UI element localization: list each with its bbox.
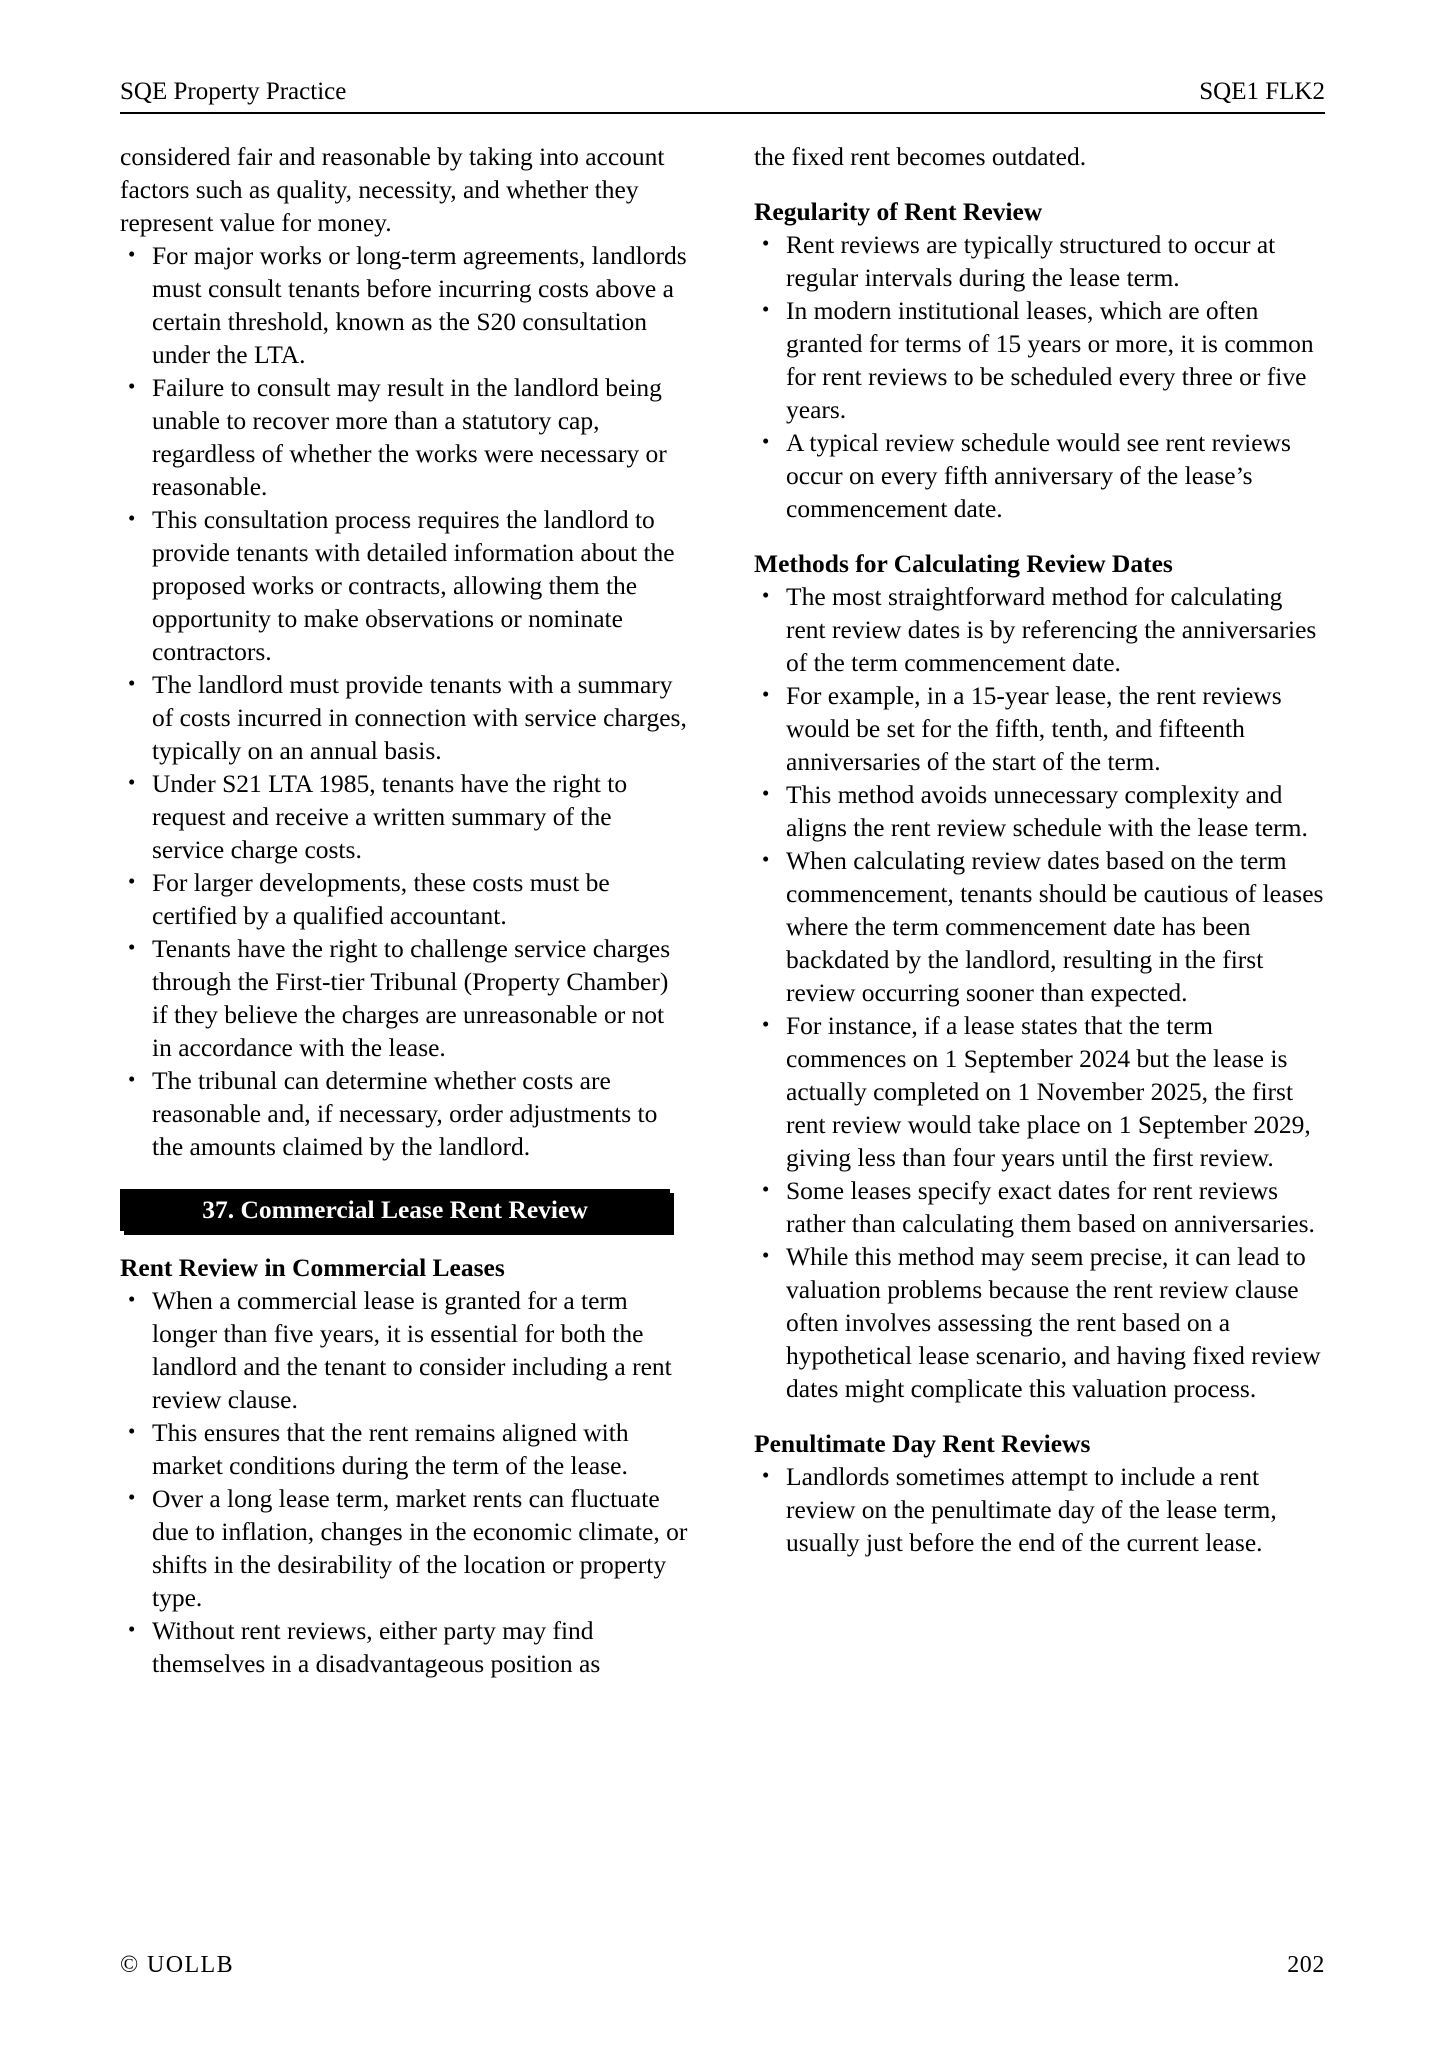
subsection-heading-penultimate: Penultimate Day Rent Reviews: [754, 1429, 1091, 1458]
list-item: • Under S21 LTA 1985, tenants have the right to request and receive a written summary of the service charge costs.: [120, 767, 690, 866]
rent-review-bullet-list: [120, 1284, 690, 1680]
left-column: [120, 140, 690, 1680]
header-left-title: SQE Property Practice: [120, 78, 347, 105]
list-item: • For example, in a 15-year lease, the rent reviews would be set for the fifth, tenth, and fifteenth anniversaries of the start of the term.: [754, 679, 1324, 778]
continued-paragraph: the fixed rent becomes outdated.: [754, 142, 1087, 171]
list-item: • The most straightforward method for calculating rent review dates is by referencing the anniversaries of the term commencement date.: [754, 580, 1324, 679]
page-number: 202: [1287, 1952, 1325, 1978]
two-column-body: [120, 140, 1325, 1680]
list-item: • Landlords sometimes attempt to include a rent review on the penultimate day of the lease term, usually just before the end of the current lease.: [754, 1460, 1324, 1559]
list-item: • This method avoids unnecessary complexity and aligns the rent review schedule with the lease term.: [754, 778, 1324, 844]
list-item: • Rent reviews are typically structured to occur at regular intervals during the lease term.: [754, 228, 1324, 294]
continued-paragraph: considered fair and reasonable by taking into account factors such as quality, necessity, and whether they represent value for money.: [120, 142, 665, 237]
list-item: • Over a long lease term, market rents can fluctuate due to inflation, changes in the economic climate, or shifts in the desirability of the location or property type.: [120, 1482, 690, 1614]
list-item: • This consultation process requires the landlord to provide tenants with detailed information about the proposed works or contracts, allowing them the opportunity to make observations or nominate contractors.: [120, 503, 690, 668]
list-item: • When calculating review dates based on the term commencement, tenants should be cautious of leases where the term commencement date has been backdated by the landlord, resulting in the first review occurring sooner than expected.: [754, 844, 1324, 1009]
subsection-heading-methods: Methods for Calculating Review Dates: [754, 549, 1173, 578]
penultimate-bullet-list: [754, 1460, 1324, 1559]
list-item: • When a commercial lease is granted for a term longer than five years, it is essential for both the landlord and the tenant to consider including a rent review clause.: [120, 1284, 690, 1416]
service-charge-bullet-list: [120, 239, 690, 1163]
header-right-title: SQE1 FLK2: [1199, 78, 1325, 105]
section-banner: 37. Commercial Lease Rent Review: [120, 1189, 670, 1231]
list-item: • While this method may seem precise, it can lead to valuation problems because the rent review clause often involves assessing the rent based on a hypothetical lease scenario, and having fixed review dates might complicate this valuation process.: [754, 1240, 1324, 1405]
list-item: • The tribunal can determine whether costs are reasonable and, if necessary, order adjustments to the amounts claimed by the landlord.: [120, 1064, 690, 1163]
header-divider: [120, 112, 1325, 114]
list-item: • A typical review schedule would see rent reviews occur on every fifth anniversary of the lease’s commencement date.: [754, 426, 1324, 525]
list-item: • For instance, if a lease states that the term commences on 1 September 2024 but the lease is actually completed on 1 November 2025, the first rent review would take place on 1 September 2029, giving less than four years until the first review.: [754, 1009, 1324, 1174]
list-item: • This ensures that the rent remains aligned with market conditions during the term of the lease.: [120, 1416, 690, 1482]
list-item: • The landlord must provide tenants with a summary of costs incurred in connection with service charges, typically on an annual basis.: [120, 668, 690, 767]
list-item: • Without rent reviews, either party may find themselves in a disadvantageous position as: [120, 1614, 690, 1680]
copyright-notice: © UOLLB: [120, 1952, 235, 1978]
page-header: [120, 78, 1325, 106]
list-item: • In modern institutional leases, which are often granted for terms of 15 years or more, it is common for rent reviews to be scheduled every three or five years.: [754, 294, 1324, 426]
methods-bullet-list: [754, 580, 1324, 1405]
regularity-bullet-list: [754, 228, 1324, 525]
list-item: • Some leases specify exact dates for rent reviews rather than calculating them based on anniversaries.: [754, 1174, 1324, 1240]
subsection-heading-regularity: Regularity of Rent Review: [754, 197, 1043, 226]
right-column: [754, 140, 1324, 1680]
list-item: • Tenants have the right to challenge service charges through the First-tier Tribunal (Property Chamber) if they believe the charges are unreasonable or not in accordance with the lease.: [120, 932, 690, 1064]
list-item: • For major works or long-term agreements, landlords must consult tenants before incurring costs above a certain threshold, known as the S20 consultation under the LTA.: [120, 239, 690, 371]
list-item: • Failure to consult may result in the landlord being unable to recover more than a statutory cap, regardless of whether the works were necessary or reasonable.: [120, 371, 690, 503]
page-footer: [120, 1952, 1325, 1979]
subsection-heading: Rent Review in Commercial Leases: [120, 1253, 505, 1282]
list-item: • For larger developments, these costs must be certified by a qualified accountant.: [120, 866, 690, 932]
